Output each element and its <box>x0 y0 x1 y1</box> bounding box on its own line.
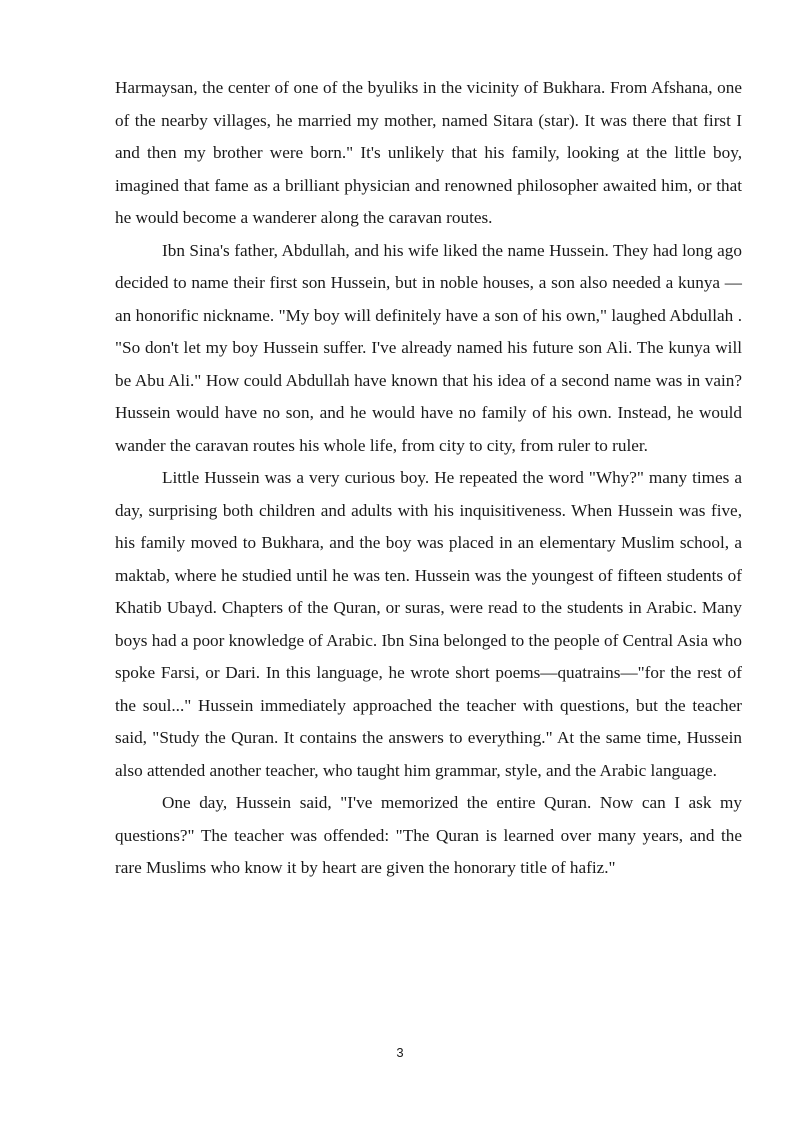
paragraph-3: Little Hussein was a very curious boy. He repeated the word "Why?" many times a day, surprising both children and adults with his inquisitiveness. When Hussein was five, his family moved to Bukhara, and the boy was placed in an elementary Muslim school, a maktab, where he studied until he was ten. Hussein was the youngest of fifteen students of Khatib Ubayd. Chapters of the Quran, or suras, were read to the students in Arabic. Many boys had a poor knowledge of Arabic. Ibn Sina belonged to the people of Central Asia who spoke Farsi, or Dari. In this language, he wrote short poems—quatrains—"for the rest of the soul..." Hussein immediately approached the teacher with questions, but the teacher said, "Study the Quran. It contains the answers to everything." At the same time, Hussein also attended another teacher, who taught him grammar, style, and the Arabic language. <box>115 468 742 780</box>
body-text <box>115 72 742 885</box>
paragraph-2: Ibn Sina's father, Abdullah, and his wife liked the name Hussein. They had long ago decided to name their first son Hussein, but in noble houses, a son also needed a kunya —an honorific nickname. "My boy will definitely have a son of his own," laughed Abdullah . "So don't let my boy Hussein suffer. I've already named his future son Ali. The kunya will be Abu Ali." How could Abdullah have known that his idea of a second name was in vain? Hussein would have no son, and he would have no family of his own. Instead, he would wander the caravan routes his whole life, from city to city, from ruler to ruler. <box>115 240 742 455</box>
page-number: 3 <box>396 1045 404 1060</box>
paragraph-1: Harmaysan, the center of one of the byuliks in the vicinity of Bukhara. From Afshana, one of the nearby villages, he married my mother, named Sitara (star). It was there that first I and then my brother were born." It's unlikely that his family, looking at the little boy, imagined that fame as a brilliant physician and renowned philosopher awaited him, or that he would become a wanderer along the caravan routes. <box>115 78 742 227</box>
paragraph-4: One day, Hussein said, "I've memorized the entire Quran. Now can I ask my questions?" The teacher was offended: "The Quran is learned over many years, and the rare Muslims who know it by heart are given the honorary title of hafiz." <box>115 793 742 877</box>
